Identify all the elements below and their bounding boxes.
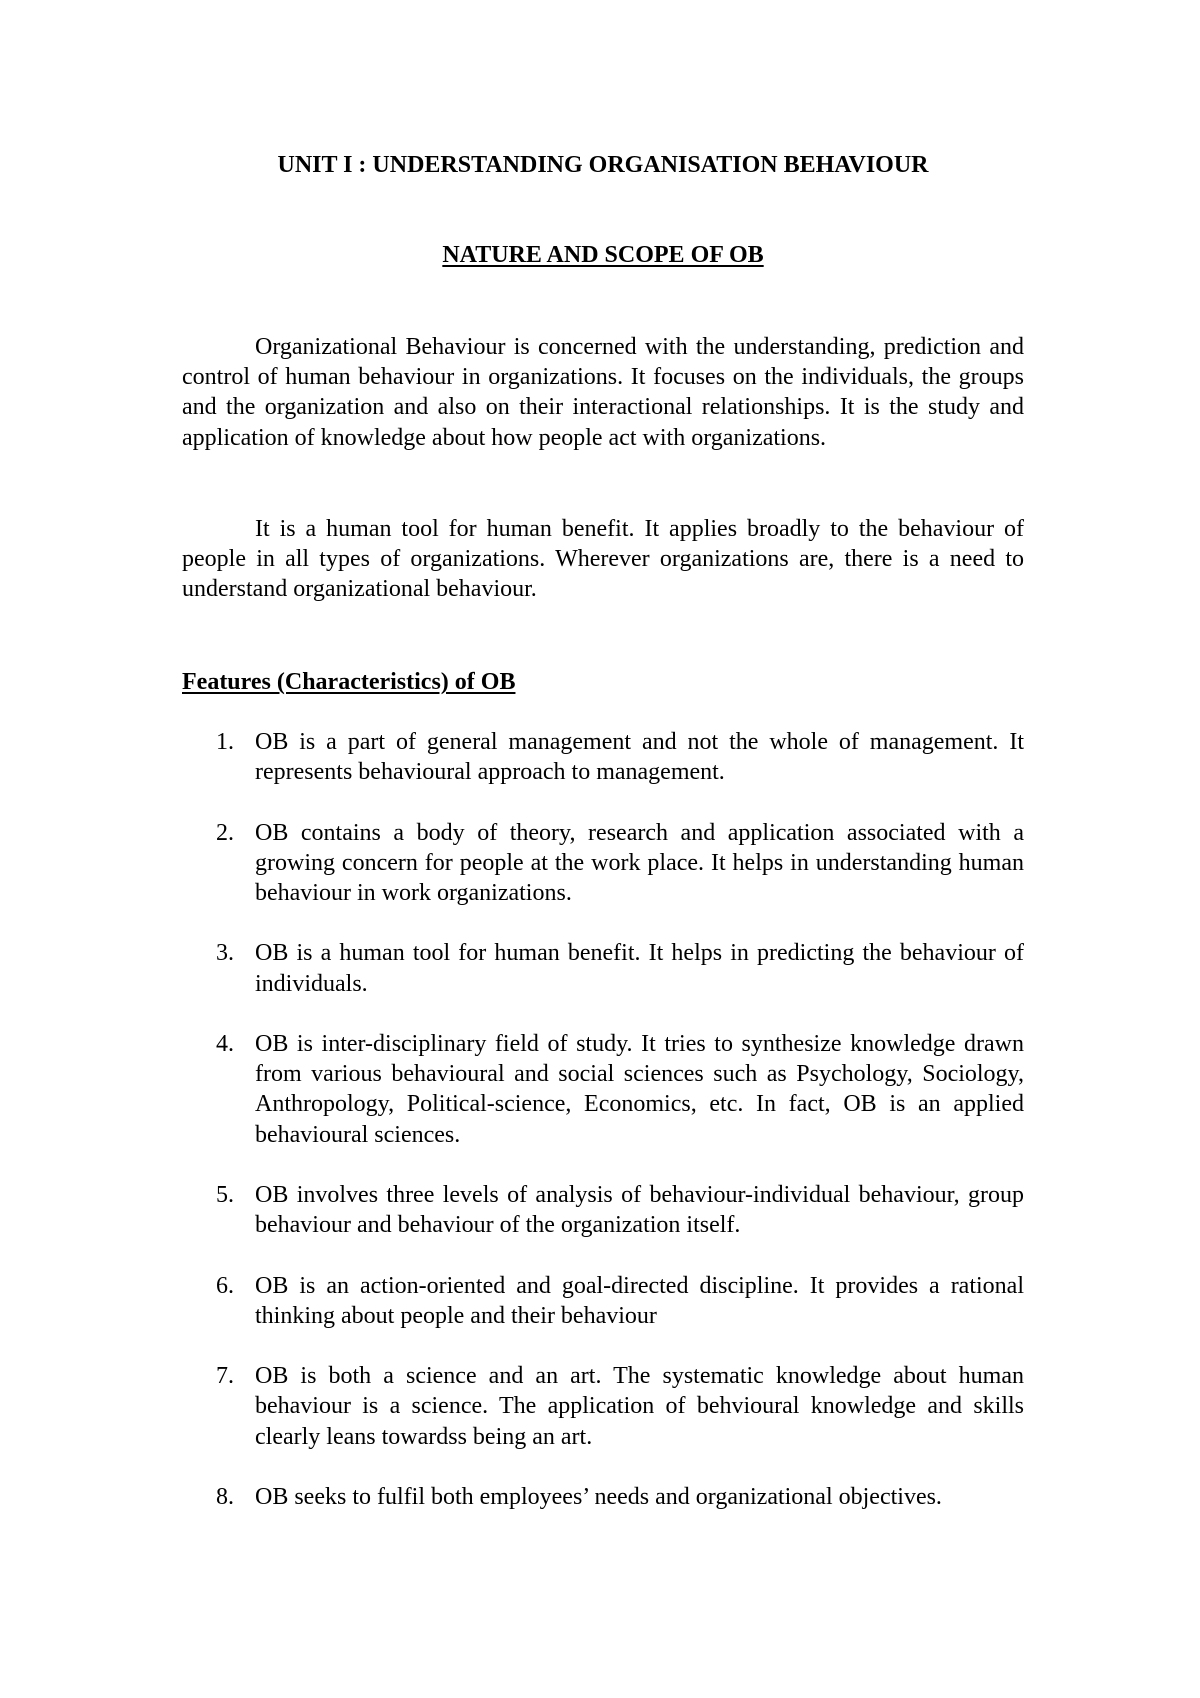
list-item-text: OB involves three levels of analysis of behaviour-individual behaviour, group behaviour and behaviour of the organization itself. <box>255 1181 1024 1239</box>
unit-title: UNIT I : UNDERSTANDING ORGANISATION BEHAVIOUR <box>277 152 929 178</box>
list-item-number: 5. <box>216 1181 234 1208</box>
list-item <box>182 1029 1024 1150</box>
list-item-number: 3. <box>216 940 234 967</box>
section-title: NATURE AND SCOPE OF OB <box>442 242 764 268</box>
list-item <box>182 1482 1024 1512</box>
list-item <box>182 1361 1024 1452</box>
human-tool-paragraph: It is a human tool for human benefit. It applies broadly to the behaviour of people in all types of organizations. Wherever organizations are, there is a need to understand organizational behaviour. <box>182 516 1024 603</box>
list-item-text: OB is both a science and an art. The systematic knowledge about human behaviour is a science. The application of behvioural knowledge and skills clearly leans towardss being an art. <box>255 1363 1024 1450</box>
list-item <box>182 938 1024 998</box>
features-heading: Features (Characteristics) of OB <box>182 669 516 695</box>
features-list <box>182 727 1024 1542</box>
list-item <box>182 818 1024 909</box>
list-item-text: OB contains a body of theory, research and application associated with a growing concern for people at the work place. It helps in understanding human behaviour in work organizations. <box>255 819 1024 906</box>
list-item <box>182 1180 1024 1240</box>
list-item-number: 6. <box>216 1272 234 1299</box>
intro-paragraph: Organizational Behaviour is concerned with the understanding, prediction and control of human behaviour in organizations. It focuses on the individuals, the groups and the organization and also on their interactional relationships. It is the study and application of knowledge about how people act with organizations. <box>182 334 1024 451</box>
list-item-text: OB is an action-oriented and goal-directed discipline. It provides a rational thinking about people and their behaviour <box>255 1272 1024 1329</box>
list-item-number: 7. <box>216 1363 234 1390</box>
list-item-number: 2. <box>216 819 234 846</box>
list-item-text: OB is a human tool for human benefit. It helps in predicting the behaviour of individuals. <box>255 940 1024 997</box>
list-item-number: 4. <box>216 1030 234 1057</box>
list-item-text: OB is a part of general management and not the whole of management. It represents behavioural approach to management. <box>255 729 1024 786</box>
list-item <box>182 1271 1024 1331</box>
list-item <box>182 727 1024 787</box>
list-item-number: 8. <box>216 1483 234 1510</box>
list-item-text: OB is inter-disciplinary field of study. It tries to synthesize knowledge drawn from various behavioural and social sciences such as Psychology, Sociology, Anthropology, Political-science, Economics, etc. In fact, OB is an applied behavioural sciences. <box>255 1030 1024 1148</box>
list-item-text: OB seeks to fulfil both employees’ needs and organizational objectives. <box>255 1483 942 1510</box>
list-item-number: 1. <box>216 729 234 755</box>
